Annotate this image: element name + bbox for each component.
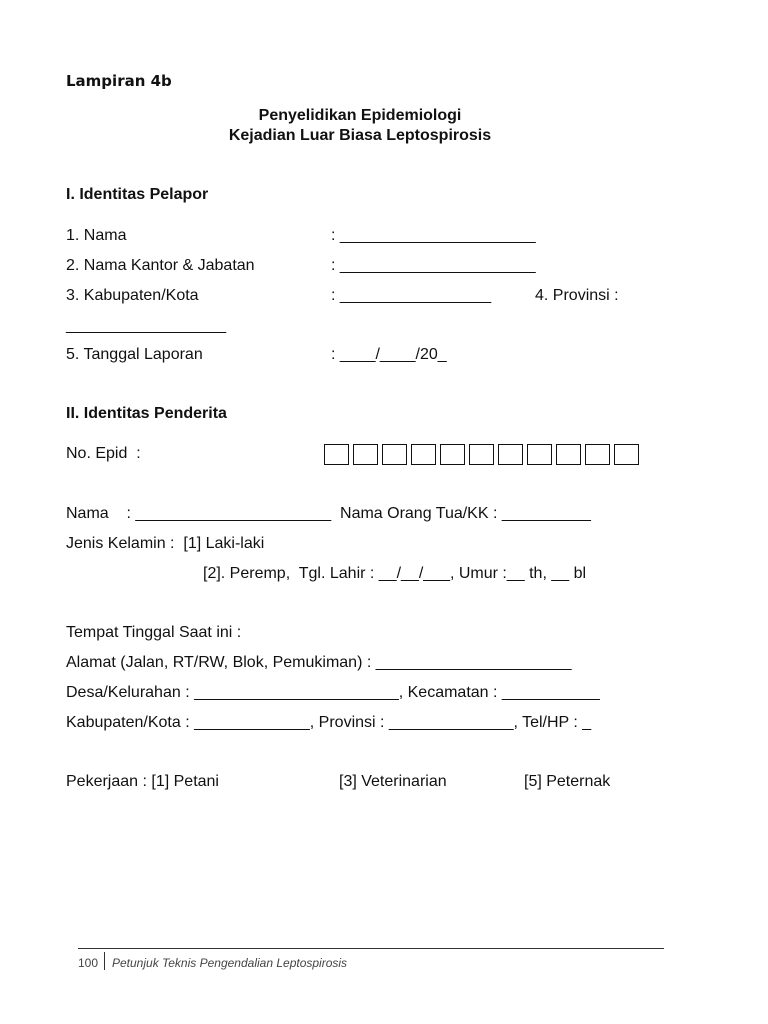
footer-book-title: Petunjuk Teknis Pengendalian Leptospirosis [112, 956, 348, 970]
epid-digit-box[interactable] [469, 444, 494, 465]
pelapor-kantor-field[interactable]: : ______________________ [331, 257, 536, 274]
pekerjaan-peternak[interactable]: [5] Peternak [524, 773, 611, 790]
lampiran-label: Lampiran 4b [66, 72, 172, 90]
epid-digit-box[interactable] [498, 444, 523, 465]
epid-digit-box[interactable] [353, 444, 378, 465]
epid-digit-box[interactable] [324, 444, 349, 465]
pelapor-kabupaten-field[interactable]: : _________________ [331, 287, 492, 304]
pelapor-provinsi-field[interactable]: __________________ [66, 317, 227, 334]
section-identitas-pelapor: I. Identitas Pelapor [66, 186, 209, 203]
pelapor-tanggal-label: 5. Tanggal Laporan [66, 346, 203, 363]
epid-digit-box[interactable] [527, 444, 552, 465]
jenis-kelamin-line[interactable]: Jenis Kelamin : [1] Laki-laki [66, 535, 265, 552]
kabupaten-provinsi-tel-line[interactable]: Kabupaten/Kota : _____________, Provinsi : ______________, Tel/HP : _ [66, 714, 592, 731]
pelapor-nama-field[interactable]: : ______________________ [331, 227, 536, 244]
pelapor-provinsi-label: 4. Provinsi : [535, 287, 619, 304]
epid-digit-box[interactable] [382, 444, 407, 465]
epid-digit-box[interactable] [411, 444, 436, 465]
penderita-nama-line[interactable]: Nama : ______________________ Nama Orang Tua/KK : __________ [66, 505, 591, 522]
pelapor-nama-label: 1. Nama [66, 227, 127, 244]
section-identitas-penderita: II. Identitas Penderita [66, 405, 227, 422]
footer-separator [104, 952, 105, 970]
epid-digit-box[interactable] [440, 444, 465, 465]
form-title-line2: Kejadian Luar Biasa Leptospirosis [228, 127, 492, 144]
perempuan-tgl-lahir-line[interactable]: [2]. Peremp, Tgl. Lahir : __/__/___, Umur :__ th, __ bl [203, 565, 587, 582]
footer-divider [78, 948, 664, 949]
alamat-line[interactable]: Alamat (Jalan, RT/RW, Blok, Pemukiman) : ______________________ [66, 654, 572, 671]
pelapor-kantor-label: 2. Nama Kantor & Jabatan [66, 257, 255, 274]
pelapor-tanggal-field[interactable]: : ____/____/20_ [331, 346, 447, 363]
epid-digit-box[interactable] [585, 444, 610, 465]
pelapor-kabupaten-label: 3. Kabupaten/Kota [66, 287, 199, 304]
pekerjaan-veterinarian[interactable]: [3] Veterinarian [339, 773, 447, 790]
page-number: 100 [78, 956, 99, 970]
tempat-tinggal-label: Tempat Tinggal Saat ini : [66, 624, 242, 641]
epid-digit-box[interactable] [556, 444, 581, 465]
form-title-line1: Penyelidikan Epidemiologi [258, 107, 462, 124]
epid-label: No. Epid : [66, 445, 141, 462]
epid-digit-box[interactable] [614, 444, 639, 465]
desa-kecamatan-line[interactable]: Desa/Kelurahan : _______________________, Kecamatan : ___________ [66, 684, 600, 701]
epid-boxes [324, 444, 639, 465]
pekerjaan-petani[interactable]: Pekerjaan : [1] Petani [66, 773, 219, 790]
